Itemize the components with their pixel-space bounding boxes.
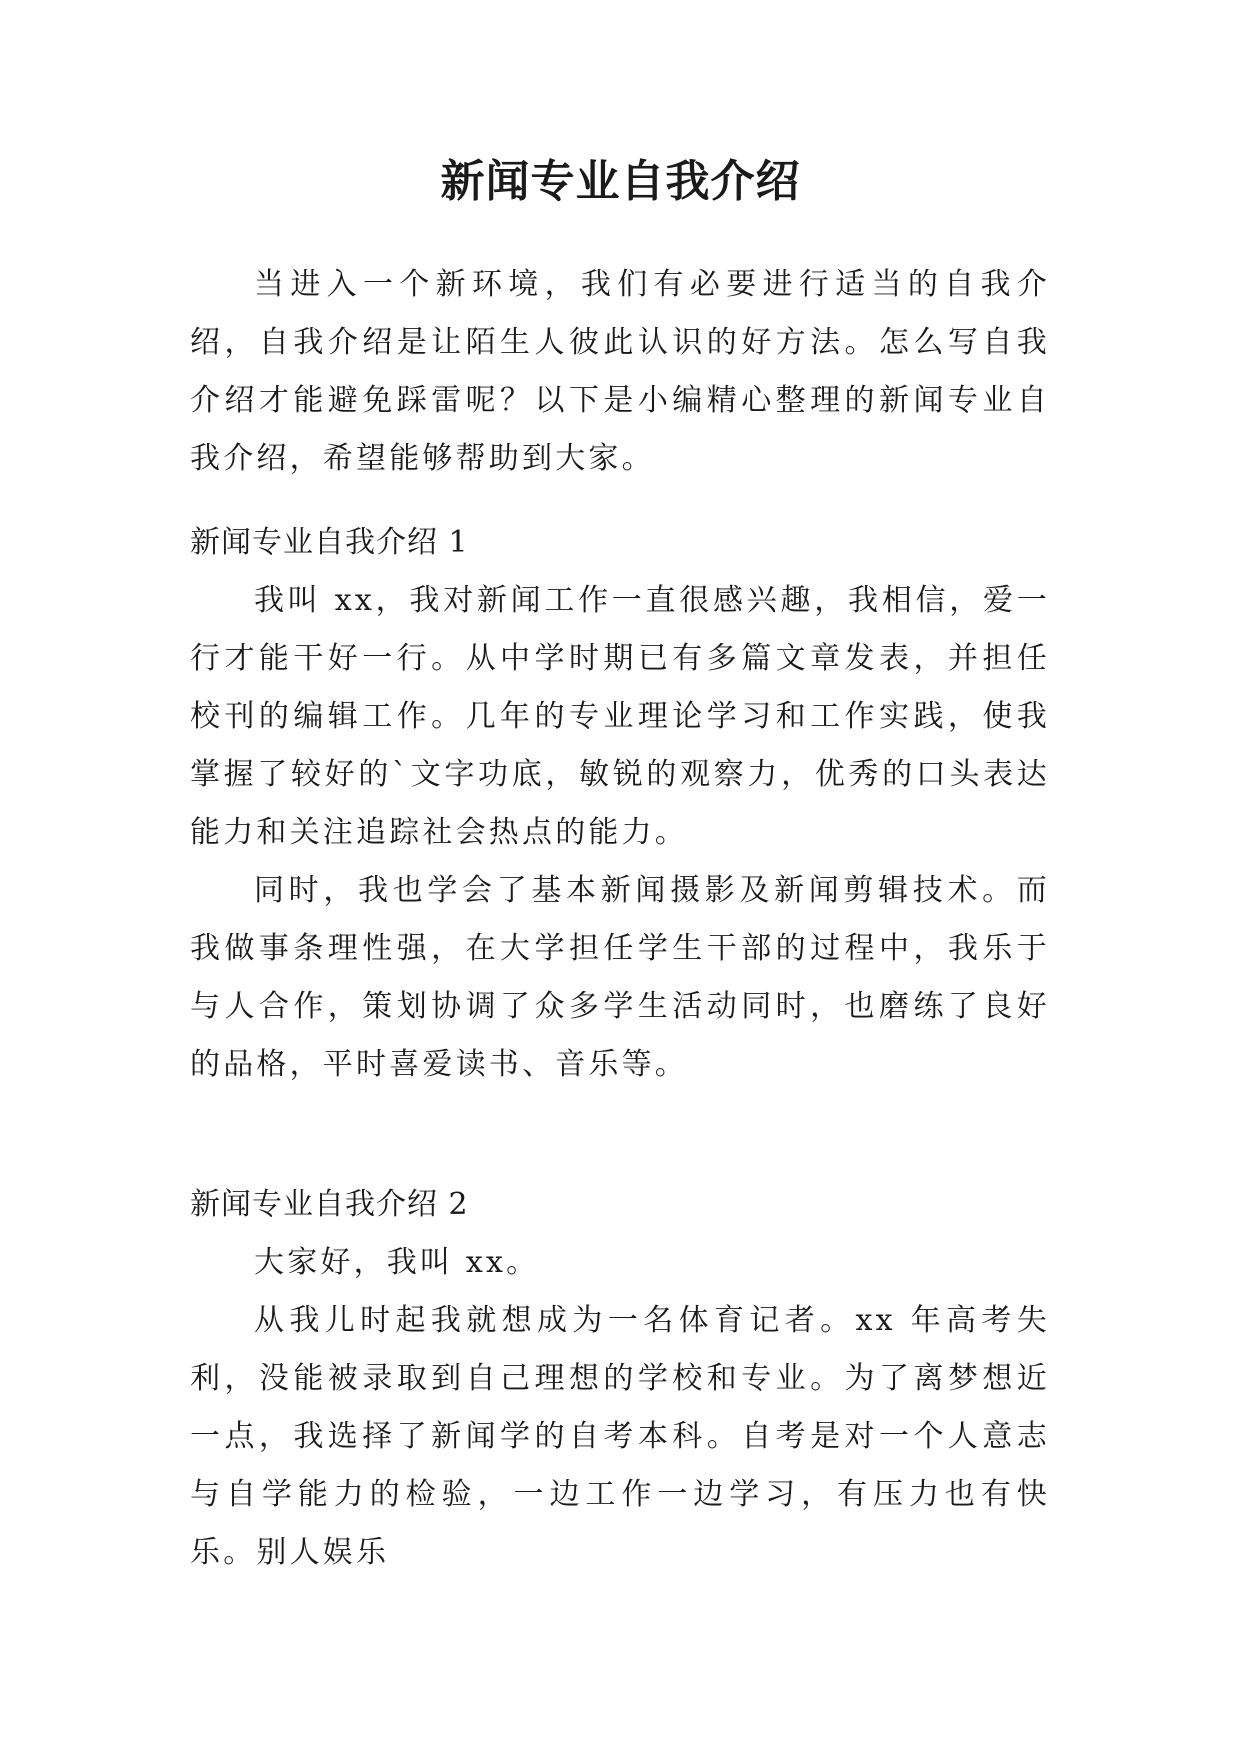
- section-2-paragraph-2: 从我儿时起我就想成为一名体育记者。xx 年高考失利，没能被录取到自己理想的学校和专业。为了离梦想近一点，我选择了新闻学的自考本科。自考是对一个人意志与自学能力的检验，一边工作一边学习，有压力也有快乐。别人娱乐: [190, 1303, 1050, 1570]
- page-title: 新闻专业自我介绍: [440, 156, 801, 207]
- section-1-paragraph-1: 我叫 xx，我对新闻工作一直很感兴趣，我相信，爱一行才能干好一行。从中学时期已有多篇文章发表，并担任校刊的编辑工作。几年的专业理论学习和工作实践，使我掌握了较好的`文字功底，敏锐的观察力，优秀的口头表达能力和关注追踪社会热点的能力。: [190, 583, 1050, 850]
- intro-paragraph: 当进入一个新环境，我们有必要进行适当的自我介绍，自我介绍是让陌生人彼此认识的好方法。怎么写自我介绍才能避免踩雷呢？以下是小编精心整理的新闻专业自我介绍，希望能够帮助到大家。: [190, 267, 1050, 476]
- section-2-heading: 新闻专业自我介绍 2: [190, 1187, 469, 1222]
- section-2-paragraph-1: 大家好，我叫 xx。: [254, 1245, 540, 1280]
- section-1-paragraph-2: 同时，我也学会了基本新闻摄影及新闻剪辑技术。而我做事条理性强，在大学担任学生干部的过程中，我乐于与人合作，策划协调了众多学生活动同时，也磨练了良好的品格，平时喜爱读书、音乐等。: [190, 873, 1050, 1082]
- section-1-heading: 新闻专业自我介绍 1: [190, 525, 469, 560]
